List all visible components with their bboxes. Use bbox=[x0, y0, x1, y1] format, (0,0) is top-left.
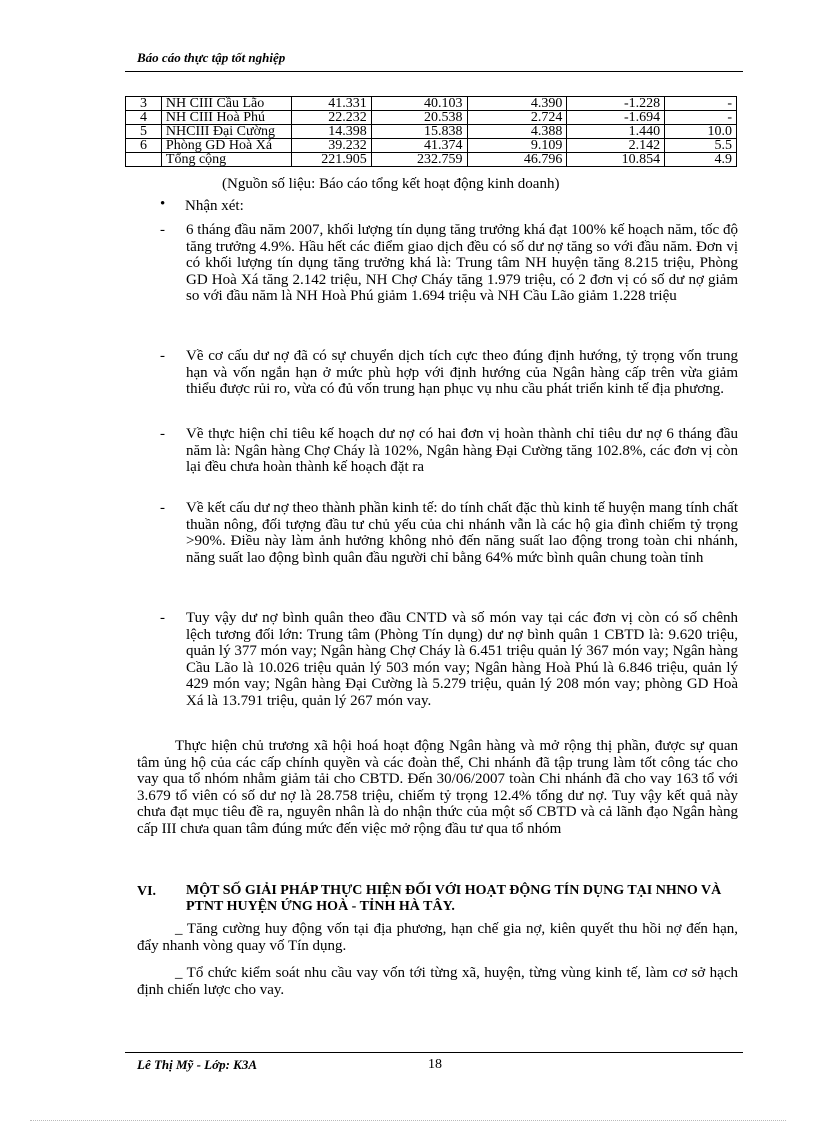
table-cell: 14.398 bbox=[291, 125, 371, 139]
table-cell: 4 bbox=[126, 111, 162, 125]
table-cell: -1.228 bbox=[567, 97, 665, 111]
solution-item: _ Tổ chức kiểm soát nhu cầu vay vốn tới từng xã, huyện, từng vùng kinh tế, làm cơ sở hạch định chiến lược cho vay. bbox=[137, 965, 738, 998]
table-cell: 10.854 bbox=[567, 153, 665, 167]
footer-rule bbox=[125, 1052, 743, 1053]
table-cell: 3 bbox=[126, 97, 162, 111]
page-bottom-border bbox=[30, 1120, 786, 1121]
table-cell: Tổng cộng bbox=[161, 153, 291, 167]
table-cell: -1.694 bbox=[567, 111, 665, 125]
table-cell bbox=[126, 153, 162, 167]
table-cell: 9.109 bbox=[467, 139, 567, 153]
table-cell: 40.103 bbox=[371, 97, 467, 111]
table-cell: Phòng GD Hoà Xá bbox=[161, 139, 291, 153]
table-cell: 2.724 bbox=[467, 111, 567, 125]
table-cell: 10.0 bbox=[665, 125, 737, 139]
footer-author: Lê Thị Mỹ - Lớp: K3A bbox=[137, 1057, 257, 1072]
table-cell: 2.142 bbox=[567, 139, 665, 153]
remark-item: 6 tháng đầu năm 2007, khối lượng tín dụng tăng trưởng khá đạt 100% kế hoạch năm, tốc độ tăng trưởng 4.9%. Hầu hết các điểm giao dịch đều có số dư nợ tăng so với đầu năm. Đơn vị có khối lượng tín dụng tăng trưởng khá là: Trung tâm NH huyện tăng 8.215 triệu, Phòng GD Hoà Xá tăng 2.142 triệu, NH Chợ Cháy tăng 1.979 triệu, có 2 đơn vị có số dư nợ giảm so với đầu năm là NH Hoà Phú giảm 1.694 triệu và NH Cầu Lão giảm 1.228 triệu bbox=[186, 222, 738, 304]
credit-table bbox=[125, 96, 737, 167]
table-cell: 5.5 bbox=[665, 139, 737, 153]
page-header-title: Báo cáo thực tập tốt nghiệp bbox=[137, 50, 286, 65]
table-cell: 232.759 bbox=[371, 153, 467, 167]
remark-item: Về thực hiện chỉ tiêu kế hoạch dư nợ có hai đơn vị hoàn thành chỉ tiêu dư nợ 6 tháng đầu năm là: Ngân hàng Chợ Cháy là 102%, Ngân hàng Đại Cường tăng 102.8%, các đơn vị còn lại đều chưa hoàn thành kế hoạch đặt ra bbox=[186, 426, 738, 475]
table-row bbox=[126, 111, 737, 125]
remarks-label: Nhận xét: bbox=[185, 198, 244, 214]
table-cell: 1.440 bbox=[567, 125, 665, 139]
table-cell: 41.374 bbox=[371, 139, 467, 153]
dash-marker: - bbox=[160, 348, 165, 364]
table-cell: 4.390 bbox=[467, 97, 567, 111]
table-row bbox=[126, 97, 737, 111]
table-cell: NH CIII Cầu Lão bbox=[161, 97, 291, 111]
table-total-row bbox=[126, 153, 737, 167]
table-cell: 5 bbox=[126, 125, 162, 139]
table-cell: 6 bbox=[126, 139, 162, 153]
table-cell: - bbox=[665, 111, 737, 125]
table-source-note: (Nguồn số liệu: Báo cáo tổng kết hoạt động kinh doanh) bbox=[222, 176, 560, 192]
section-number: VI. bbox=[137, 884, 157, 899]
table-row bbox=[126, 139, 737, 153]
body-paragraph: Thực hiện chủ trương xã hội hoá hoạt động Ngân hàng và mở rộng thị phần, được sự quan tâm ủng hộ của các cấp chính quyền và các đoàn thể, Chi nhánh đã tập trung làm tốt công tác cho vay qua tổ nhóm nhằm giảm tải cho CBTD. Đến 30/06/2007 toàn Chi nhánh đã cho vay 163 tổ với 3.679 tổ viên có số dư nợ là 28.758 triệu, chiếm tỷ trọng 12.4% tổng dư nợ. Tuy vậy kết quả này chưa đạt mục tiêu đề ra, nguyên nhân là do nhận thức của một số CBTD và cả lãnh đạo Ngân hàng cấp III chưa quan tâm đúng mức đến việc mở rộng đầu tư qua tổ nhóm bbox=[137, 738, 738, 837]
table-cell: 22.232 bbox=[291, 111, 371, 125]
table-cell: 20.538 bbox=[371, 111, 467, 125]
remark-item: Về kết cấu dư nợ theo thành phần kinh tế: do tính chất đặc thù kinh tế huyện mang tính chất thuần nông, đối tượng đầu tư chủ yếu của chi nhánh vẫn là các hộ gia đình chiếm tỷ trọng >90%. Điều này làm ảnh hưởng không nhỏ đến năng suất lao động trong toàn chi nhánh, năng suất lao động bình quân đầu người chỉ bằng 64% mức bình quân chung toàn tỉnh bbox=[186, 500, 738, 566]
bullet-icon: • bbox=[160, 196, 166, 212]
remark-item: Về cơ cấu dư nợ đã có sự chuyển dịch tích cực theo đúng định hướng, tỷ trọng vốn trung hạn và vốn ngắn hạn ở mức phù hợp với định hướng của Ngân hàng cấp trên vừa giảm thiểu được rủi ro, vừa có đủ vốn trung hạn phục vụ nhu cầu phát triển kinh tế địa phương. bbox=[186, 348, 738, 397]
section-title: MỘT SỐ GIẢI PHÁP THỰC HIỆN ĐỐI VỚI HOẠT ĐỘNG TÍN DỤNG TẠI NHNO VÀ PTNT HUYỆN ỨNG HOÀ - TỈNH HÀ TÂY. bbox=[186, 883, 722, 914]
table-cell: - bbox=[665, 97, 737, 111]
table-cell: 221.905 bbox=[291, 153, 371, 167]
table-cell: 4.388 bbox=[467, 125, 567, 139]
table-cell: 46.796 bbox=[467, 153, 567, 167]
dash-marker: - bbox=[160, 500, 165, 516]
dash-marker: - bbox=[160, 610, 165, 626]
table-row bbox=[126, 125, 737, 139]
remark-item: Tuy vậy dư nợ bình quân theo đầu CNTD và số món vay tại các đơn vị còn có số chênh lệch tương đối lớn: Trung tâm (Phòng Tín dụng) dư nợ bình quân 1 CBTD là: 9.620 triệu, quản lý 377 món vay; Ngân hàng Chợ Cháy là 6.451 triệu quản lý 367 món vay; Ngân hàng Cầu Lão là 10.026 triệu quản lý 503 món vay; Ngân hàng Hoà Phú là 6.846 triệu, quản lý 429 món vay; Ngân hàng Đại Cường là 5.279 triệu, quản lý 208 món vay; phòng GD Hoà Xá là 13.791 triệu, quản lý 267 món vay. bbox=[186, 610, 738, 709]
table-cell: 41.331 bbox=[291, 97, 371, 111]
table-cell: NH CIII Hoà Phú bbox=[161, 111, 291, 125]
table-cell: 39.232 bbox=[291, 139, 371, 153]
table-cell: NHCIII Đại Cường bbox=[161, 125, 291, 139]
dash-marker: - bbox=[160, 426, 165, 442]
table-cell: 4.9 bbox=[665, 153, 737, 167]
dash-marker: - bbox=[160, 222, 165, 238]
header-rule bbox=[125, 71, 743, 72]
solution-item: _ Tăng cường huy động vốn tại địa phương, hạn chế gia nợ, kiên quyết thu hồi nợ đến hạn, đẩy nhanh vòng quay vố Tín dụng. bbox=[137, 921, 738, 954]
table-cell: 15.838 bbox=[371, 125, 467, 139]
page-number: 18 bbox=[428, 1057, 442, 1072]
